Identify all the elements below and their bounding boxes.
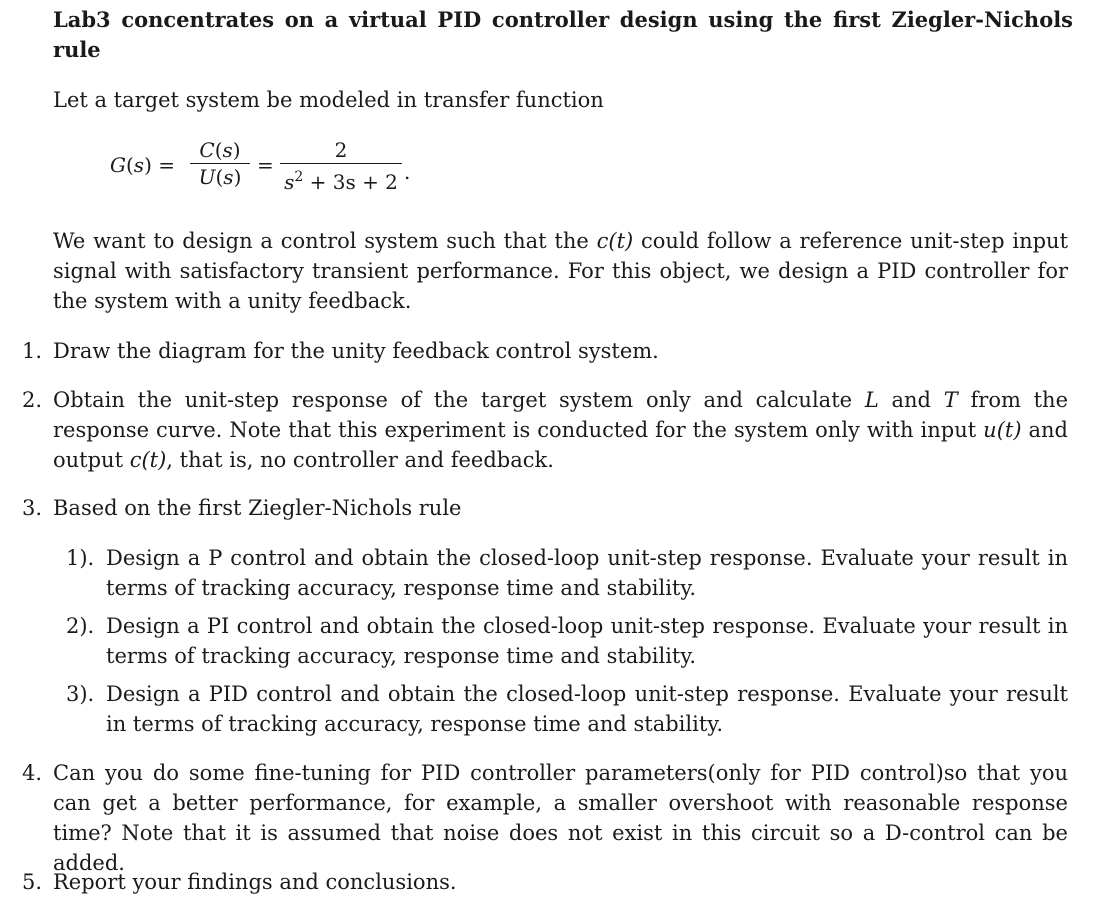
equation-equals: =: [257, 153, 274, 177]
goal-paragraph: We want to design a control system such that the c(t) could follow a reference unit-step input signal with satisfactory transient performance. For this object, we design a PID controller for the system with a unity feedback.: [53, 229, 1069, 313]
lab-title: Lab3 concentrates on a virtual PID controller design using the first Ziegler-Nichols rule: [53, 7, 1073, 62]
subitem-pi-control: Design a PI control and obtain the closed-loop unit-step response. Evaluate your result in terms of tracking accuracy, response time and stability.: [106, 614, 1068, 668]
item-1-text: Draw the diagram for the unity feedback control system.: [53, 339, 659, 363]
item-4-text: Can you do some fine-tuning for PID controller parameters(only for PID control)so that you can get a better performance, for example, a smaller overshoot with reasonable response time? Note that it is assumed that noise does not exist in this circuit so a D-control can be added.: [53, 761, 1068, 875]
equation-period: .: [404, 160, 411, 184]
item-number: 1.: [22, 339, 43, 363]
subitem-number: 2).: [66, 614, 95, 638]
subitem-number: 3).: [66, 682, 95, 706]
subitem-number: 1).: [66, 546, 95, 570]
transfer-numerator: 2: [334, 138, 348, 162]
item-number: 3.: [22, 496, 43, 520]
subitem-pid-control: Design a PID control and obtain the closed-loop unit-step response. Evaluate your result in terms of tracking accuracy, response time and stability.: [106, 682, 1068, 736]
fraction-c-over-u: [190, 138, 250, 189]
item-5-text: Report your findings and conclusions.: [53, 870, 457, 894]
fraction-transfer: [280, 138, 402, 194]
fraction-denominator: U(s): [198, 165, 242, 189]
equation-lhs: G(s) =: [110, 153, 175, 177]
item-2-text: Obtain the unit-step response of the target system only and calculate L and T from the response curve. Note that this experiment is conducted for the system only with input u(t) and output c(t), that is, no controller and feedback.: [53, 388, 1069, 472]
item-number: 2.: [22, 388, 43, 412]
subitem-p-control: Design a P control and obtain the closed-loop unit-step response. Evaluate your result in terms of tracking accuracy, response time and stability.: [106, 546, 1068, 600]
item-3-text: Based on the first Ziegler-Nichols rule: [53, 496, 462, 520]
fraction-numerator: C(s): [199, 138, 241, 162]
item-number: 5.: [22, 870, 43, 894]
intro-text: Let a target system be modeled in transfer function: [53, 88, 604, 112]
transfer-denominator: $s^2 + 3s + 2$: [284, 169, 398, 194]
item-number: 4.: [22, 761, 43, 785]
